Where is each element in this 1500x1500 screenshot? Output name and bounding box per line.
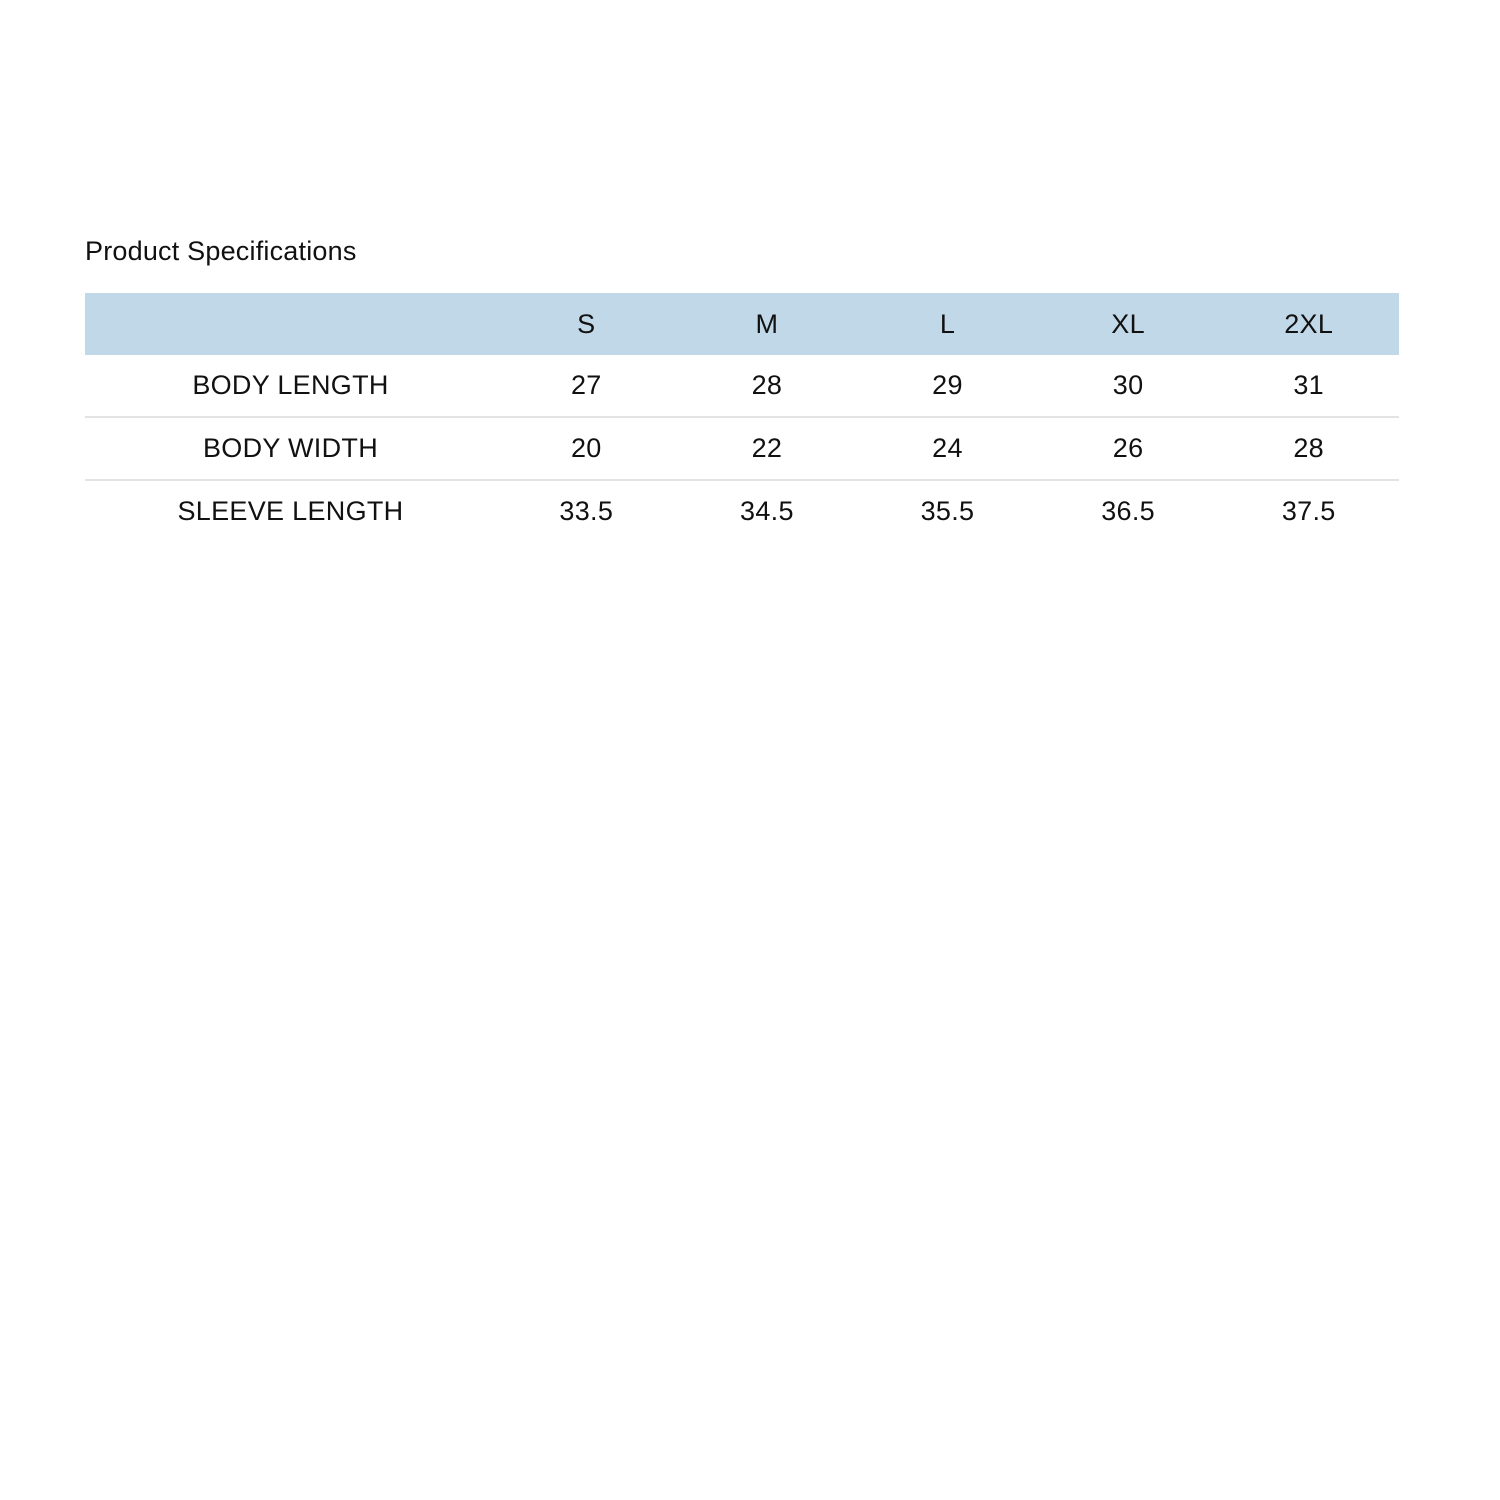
table-cell: 37.5 (1218, 480, 1399, 542)
table-cell: 34.5 (677, 480, 858, 542)
table-cell: 30 (1112, 370, 1144, 400)
row-label-sleeve-length: SLEEVE LENGTH (85, 480, 496, 542)
table-cell: 36.5 (1038, 480, 1219, 542)
table-cell: 28 (751, 370, 783, 400)
table-row (85, 355, 1399, 417)
table-cell: 22 (677, 417, 858, 480)
section-title: Product Specifications (85, 236, 357, 266)
table-cell: 35.5 (857, 480, 1038, 542)
table-cell: 27 (570, 370, 602, 400)
table-cell: 29 (932, 370, 963, 400)
table-cell: 28 (1218, 417, 1399, 480)
table-cell: 33.5 (496, 480, 677, 542)
header-size-s: S (577, 308, 596, 339)
table-cell: 31 (1293, 370, 1324, 400)
table-row (85, 417, 1399, 480)
table-header-row (85, 293, 1399, 355)
header-corner-cell (85, 293, 496, 355)
table-row (85, 480, 1399, 542)
table-cell: 20 (496, 417, 677, 480)
header-size-xl: XL (1111, 308, 1145, 339)
row-label-body-width: BODY WIDTH (85, 417, 496, 480)
table-cell: 26 (1038, 417, 1219, 480)
row-label-body-length: BODY LENGTH (192, 370, 389, 400)
size-chart-table (85, 293, 1399, 542)
table-cell: 24 (857, 417, 1038, 480)
product-specifications-section (85, 232, 1399, 542)
header-size-l: L (939, 308, 956, 339)
header-size-2xl: 2XL (1284, 308, 1334, 339)
header-size-m: M (755, 308, 779, 339)
